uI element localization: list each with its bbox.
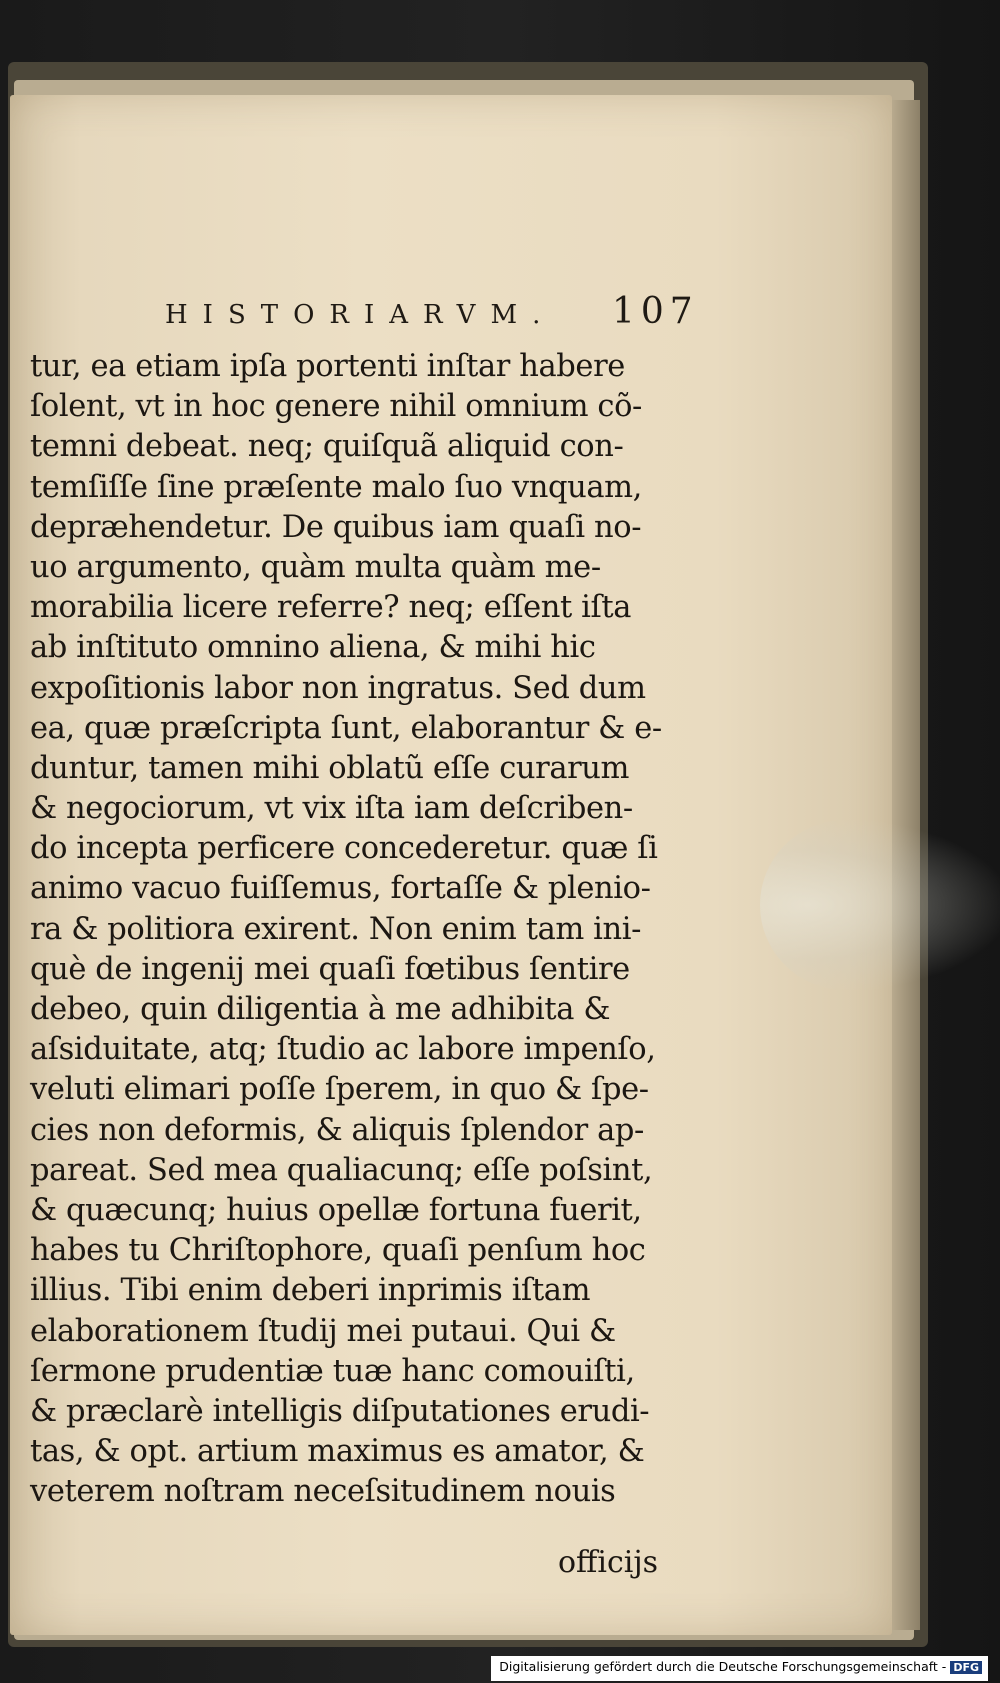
credit-text: Digitalisierung gefördert durch die Deutsche Forschungsgemeinschaft - xyxy=(499,1659,947,1674)
text-line: ſolent, vt in hoc genere nihil omnium cõ- xyxy=(30,389,642,425)
text-line: tas, & opt. artium maximus es amator, & xyxy=(30,1434,645,1470)
text-line: temſiſſe ſine præſente malo ſuo vnquam, xyxy=(30,469,642,505)
text-line: elaborationem ſtudij mei putaui. Qui & xyxy=(30,1313,616,1349)
text-line: ra & politiora exirent. Non enim tam ini- xyxy=(30,911,642,947)
text-line: cies non deformis, & aliquis ſplendor ap- xyxy=(30,1112,644,1148)
text-line: & præclarè intelligis diſputationes erudi- xyxy=(30,1393,650,1429)
text-line: ea, quæ præſcripta ſunt, elaborantur & e- xyxy=(30,710,662,746)
text-line: debeo, quin diligentia à me adhibita & xyxy=(30,992,611,1027)
text-line: habes tu Chriſtophore, quaſi penſum hoc xyxy=(30,1233,646,1269)
text-line: & negociorum, vt vix iſta iam deſcriben- xyxy=(30,791,633,827)
text-line: expoſitionis labor non ingratus. Sed dum xyxy=(30,670,646,706)
text-line: temni debeat. neq; quiſquã aliquid con- xyxy=(30,429,624,465)
digitization-credit xyxy=(491,1656,988,1681)
glass-clip-reflection xyxy=(760,820,1000,990)
text-line: animo vacuo fuiſſemus, fortaſſe & plenio- xyxy=(30,871,651,907)
text-line: què de ingenij mei quaſi fœtibus ſentire xyxy=(30,951,630,987)
running-head: HISTORIARVM. xyxy=(165,300,556,330)
text-line: ſermone prudentiæ tuæ hanc comouiſti, xyxy=(30,1353,635,1389)
text-line: ab inſtituto omnino aliena, & mihi hic xyxy=(30,630,596,666)
text-line: veluti elimari poſſe ſperem, in quo & ſpe- xyxy=(30,1072,649,1108)
dfg-logo: DFG xyxy=(950,1661,982,1674)
text-line: morabilia licere referre? neq; eſſent iſta xyxy=(30,590,632,626)
book-page xyxy=(10,95,892,1635)
text-line: aſsiduitate, atq; ſtudio ac labore impenſo, xyxy=(30,1032,656,1068)
text-line: pareat. Sed mea qualiacunq; eſſe poſsint, xyxy=(30,1152,653,1188)
text-line: veterem noſtram neceſsitudinem nouis xyxy=(30,1474,616,1510)
text-line: deprӕhendetur. De quibus iam quaſi no- xyxy=(30,509,642,545)
catchword: officijs xyxy=(558,1545,659,1580)
text-line: duntur, tamen mihi oblatũ eſſe curarum xyxy=(30,750,630,786)
text-line: & quæcunq; huius opellæ fortuna fuerit, xyxy=(30,1192,642,1228)
body-text xyxy=(30,347,710,1512)
page-number: 107 xyxy=(612,291,699,332)
text-line: illius. Tibi enim deberi inprimis iſtam xyxy=(30,1273,591,1309)
text-line: uo argumento, quàm multa quàm me- xyxy=(30,549,601,585)
text-line: tur, ea etiam ipſa portenti inſtar habere xyxy=(30,349,625,384)
text-line: do incepta perficere concederetur. quæ ſi xyxy=(30,831,658,867)
